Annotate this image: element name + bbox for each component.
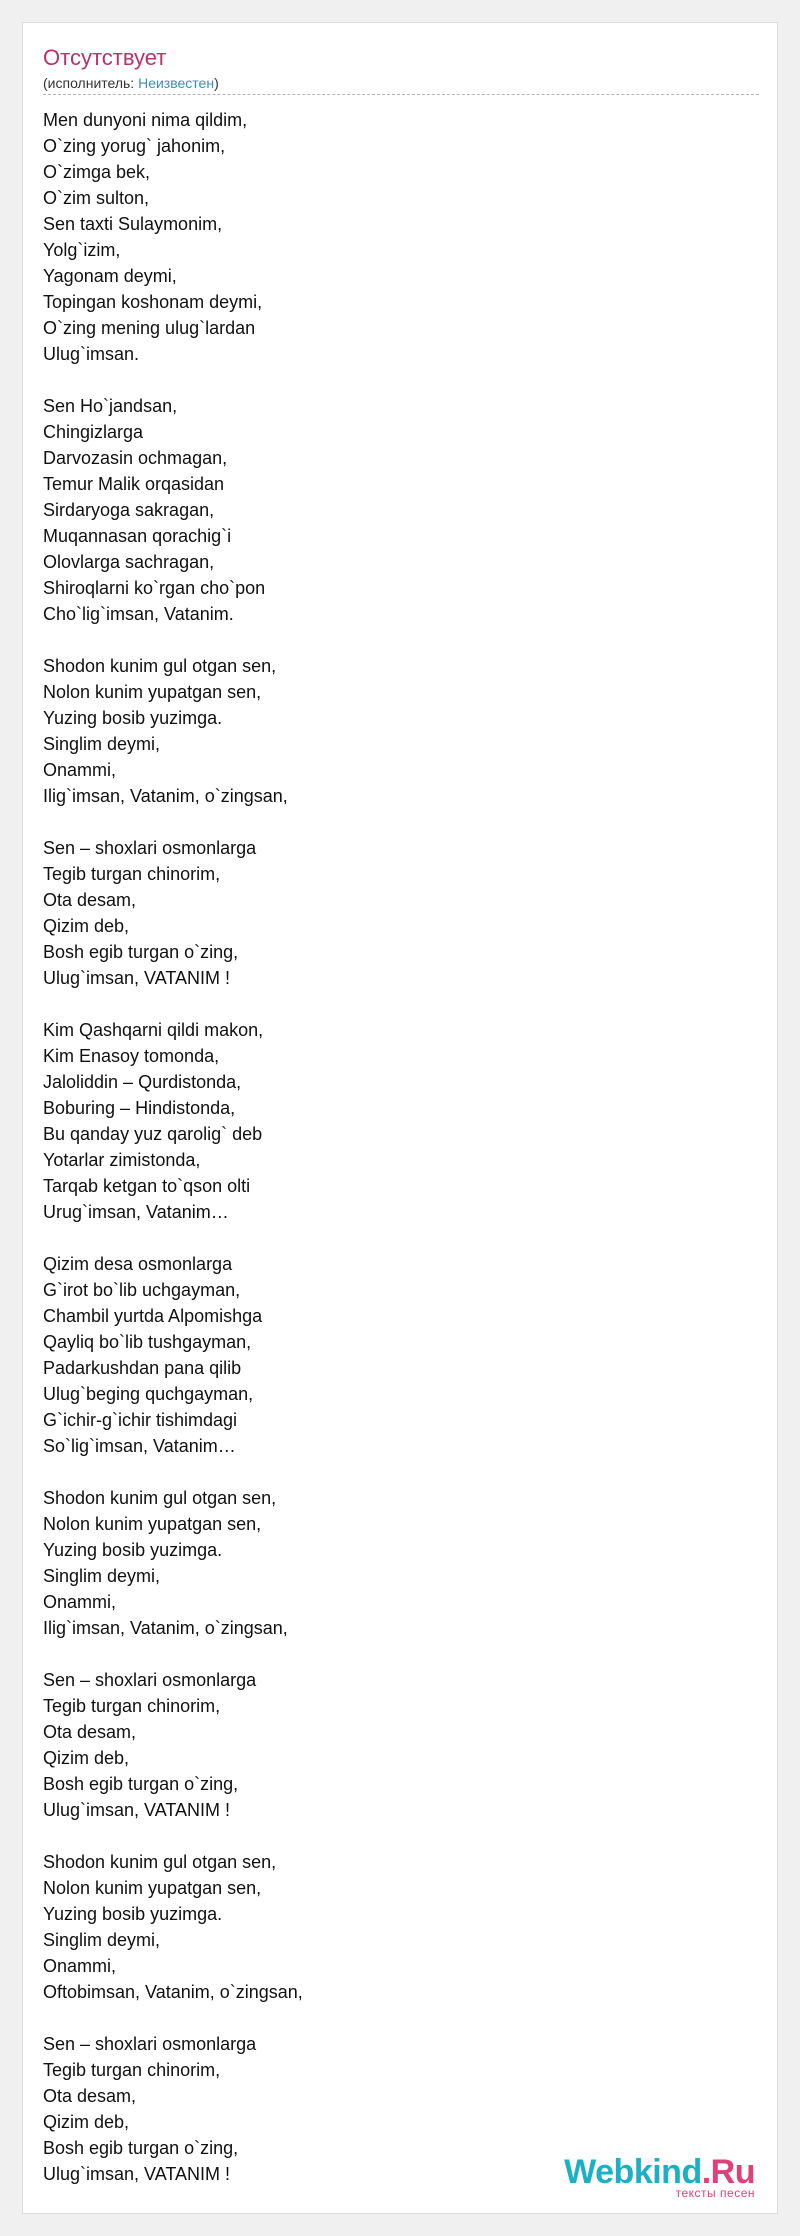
lyric-line: O`zing mening ulug`lardan (43, 318, 256, 338)
performer-line (43, 73, 219, 93)
lyric-line: Cho`lig`imsan, Vatanim. (43, 604, 234, 624)
stanza-break (43, 809, 743, 835)
lyric-line: Tegib turgan chinorim, (43, 1696, 221, 1716)
lyric-line: Singlim deymi, (43, 1566, 161, 1586)
lyric-line: Nolon kunim yupatgan sen, (43, 1514, 262, 1534)
lyrics-card (22, 22, 778, 2214)
lyric-line: Nolon kunim yupatgan sen, (43, 682, 262, 702)
lyric-line: Ulug`imsan, VATANIM ! (43, 968, 231, 988)
lyric-line: Bosh egib turgan o`zing, (43, 2138, 239, 2158)
lyric-line: Singlim deymi, (43, 734, 161, 754)
stanza-break (43, 1823, 743, 1849)
stanza-break (43, 991, 743, 1017)
lyric-line: Topingan koshonam deymi, (43, 292, 263, 312)
lyric-line: Ota desam, (43, 2086, 137, 2106)
lyric-line: Ota desam, (43, 1722, 137, 1742)
lyric-line: Jaloliddin – Qurdistonda, (43, 1072, 242, 1092)
lyric-line: Nolon kunim yupatgan sen, (43, 1878, 262, 1898)
lyric-line: Sen taxti Sulaymonim, (43, 214, 223, 234)
lyric-line: Bosh egib turgan o`zing, (43, 942, 239, 962)
lyric-line: Qizim deb, (43, 1748, 130, 1768)
lyric-line: Padarkushdan pana qilib (43, 1358, 242, 1378)
stanza-break (43, 1459, 743, 1485)
stanza-break (43, 367, 743, 393)
lyric-line: Bu qanday yuz qarolig` deb (43, 1124, 263, 1144)
lyric-line: Shiroqlarni ko`rgan cho`pon (43, 578, 266, 598)
lyric-line: Shodon kunim gul otgan sen, (43, 1852, 277, 1872)
lyrics-text (43, 107, 743, 2187)
lyric-line: Yuzing bosib yuzimga. (43, 1904, 223, 1924)
performer-suffix: ) (214, 75, 219, 91)
logo-name: Webkind (564, 2153, 702, 2191)
lyric-line: Tegib turgan chinorim, (43, 2060, 221, 2080)
lyric-line: Sen Ho`jandsan, (43, 396, 178, 416)
lyric-line: Olovlarga sachragan, (43, 552, 215, 572)
site-logo[interactable] (564, 2155, 755, 2199)
lyric-line: Temur Malik orqasidan (43, 474, 225, 494)
lyric-line: Qizim deb, (43, 2112, 130, 2132)
lyric-line: Oftobimsan, Vatanim, o`zingsan, (43, 1982, 303, 2002)
lyric-line: Onammi, (43, 1956, 117, 1976)
stanza-break (43, 2005, 743, 2031)
lyric-line: Ilig`imsan, Vatanim, o`zingsan, (43, 1618, 288, 1638)
lyric-line: Singlim deymi, (43, 1930, 161, 1950)
lyric-line: Yagonam deymi, (43, 266, 177, 286)
lyric-line: O`zim sulton, (43, 188, 150, 208)
lyric-line: Ulug`imsan, VATANIM ! (43, 2164, 231, 2184)
performer-prefix: (исполнитель: (43, 75, 139, 91)
lyric-line: Yolg`izim, (43, 240, 121, 260)
lyric-line: Kim Enasoy tomonda, (43, 1046, 220, 1066)
lyric-line: Ota desam, (43, 890, 137, 910)
lyric-line: Shodon kunim gul otgan sen, (43, 1488, 277, 1508)
lyric-line: Boburing – Hindistonda, (43, 1098, 236, 1118)
song-title: Отсутствует (43, 45, 167, 70)
lyric-line: Qayliq bo`lib tushgayman, (43, 1332, 252, 1352)
lyric-line: Tegib turgan chinorim, (43, 864, 221, 884)
lyric-line: Yuzing bosib yuzimga. (43, 708, 223, 728)
lyric-line: O`zing yorug` jahonim, (43, 136, 226, 156)
lyric-line: Sen – shoxlari osmonlarga (43, 2034, 257, 2054)
lyric-line: Sirdaryoga sakragan, (43, 500, 215, 520)
lyric-line: Muqannasan qorachig`i (43, 526, 232, 546)
lyric-line: Sen – shoxlari osmonlarga (43, 838, 257, 858)
lyric-line: Chambil yurtda Alpomishga (43, 1306, 263, 1326)
stanza-break (43, 1225, 743, 1251)
lyric-line: Yuzing bosib yuzimga. (43, 1540, 223, 1560)
lyric-line: Onammi, (43, 760, 117, 780)
lyric-line: Ulug`imsan. (43, 344, 140, 364)
lyric-line: Onammi, (43, 1592, 117, 1612)
lyric-line: Yotarlar zimistonda, (43, 1150, 201, 1170)
lyric-line: Shodon kunim gul otgan sen, (43, 656, 277, 676)
stanza-break (43, 627, 743, 653)
lyric-line: Ilig`imsan, Vatanim, o`zingsan, (43, 786, 288, 806)
lyric-line: Qizim desa osmonlarga (43, 1254, 233, 1274)
lyric-line: Kim Qashqarni qildi makon, (43, 1020, 264, 1040)
lyric-line: Ulug`imsan, VATANIM ! (43, 1800, 231, 1820)
lyric-line: Tarqab ketgan to`qson olti (43, 1176, 251, 1196)
lyric-line: Men dunyoni nima qildim, (43, 110, 248, 130)
stanza-break (43, 1641, 743, 1667)
lyric-line: Urug`imsan, Vatanim… (43, 1202, 229, 1222)
logo-tagline: тексты песен (675, 2186, 755, 2200)
lyric-line: O`zimga bek, (43, 162, 151, 182)
lyric-line: Chingizlarga (43, 422, 144, 442)
lyric-line: G`ichir-g`ichir tishimdagi (43, 1410, 238, 1430)
lyric-line: So`lig`imsan, Vatanim… (43, 1436, 236, 1456)
lyric-line: Ulug`beging quchgayman, (43, 1384, 254, 1404)
lyric-line: G`irot bo`lib uchgayman, (43, 1280, 241, 1300)
lyric-line: Sen – shoxlari osmonlarga (43, 1670, 257, 1690)
lyric-line: Qizim deb, (43, 916, 130, 936)
logo-tld: .Ru (701, 2153, 755, 2191)
title-divider (43, 94, 759, 95)
lyric-line: Darvozasin ochmagan, (43, 448, 228, 468)
performer-link[interactable]: Неизвестен (138, 75, 215, 91)
lyric-line: Bosh egib turgan o`zing, (43, 1774, 239, 1794)
